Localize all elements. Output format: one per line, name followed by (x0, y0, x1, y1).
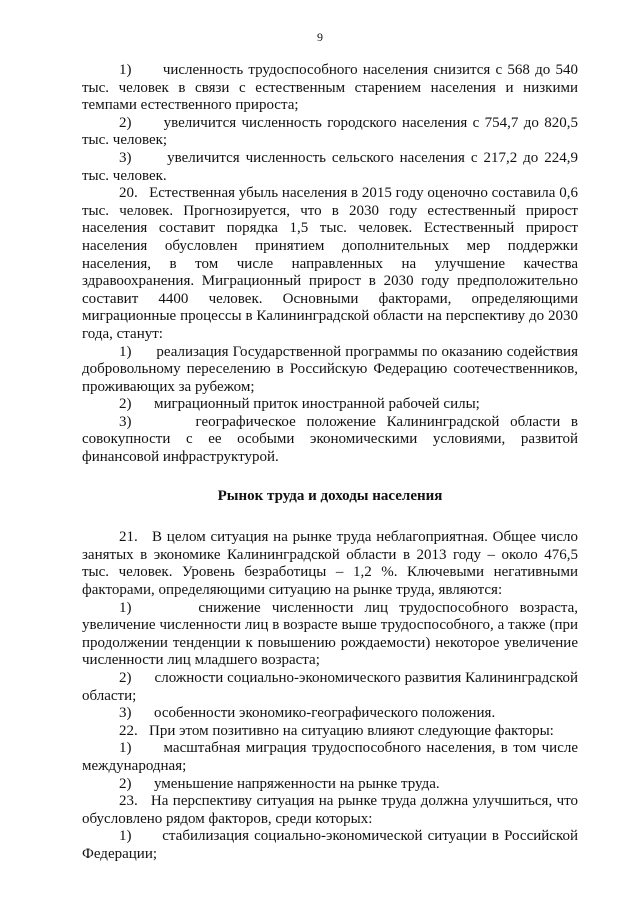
list-item-development-difficulties: 2) сложности социально-экономического развития Калининградской области; (82, 670, 578, 704)
list-item-migration: 1) масштабная миграция трудоспособного населения, в том числе международная; (82, 740, 578, 774)
list-item-state-program: 1) реализация Государственной программы по оказанию содействия добровольному переселению в Российскую Федерацию соотечественников, проживающих за рубежом; (82, 343, 578, 395)
list-item-rural-population: 3) увеличится численность сельского населения с 217,2 до 224,9 тыс. человек. (82, 149, 578, 184)
list-item-urban-population: 2) увеличится численность городского населения с 754,7 до 820,5 тыс. человек; (82, 114, 578, 149)
paragraph-23: 23. На перспективу ситуация на рынке труда должна улучшиться, что обусловлено рядом факторов, среди которых: (82, 793, 578, 827)
page-number: 9 (317, 30, 323, 44)
list-item-geo-features: 3) особенности экономико-географического положения. (119, 705, 496, 722)
section-heading: Рынок труда и доходы населения (217, 487, 443, 504)
list-item-tension-reduction: 2) уменьшение напряженности на рынке труда. (119, 775, 440, 792)
list-item-working-age: 1) численность трудоспособного населения снизится с 568 до 540 тыс. человек в связи с естественным старением населения и низкими темпами естественного прироста; (82, 62, 578, 114)
paragraph-21: 21. В целом ситуация на рынке труда неблагоприятная. Общее число занятых в экономике Калининградской области в 2013 году – около 476,5 тыс. человек. Уровень безработицы – 1,2 %. Ключевыми негативными факторами, определяющими ситуацию на рынке труда, являются: (82, 529, 578, 599)
list-item-labor-migration: 2) миграционный приток иностранной рабочей силы; (119, 396, 480, 413)
paragraph-20: 20. Естественная убыль населения в 2015 году оценочно составила 0,6 тыс. человек. Прогнозируется, что в 2030 году естественный прирост населения составит порядка 1,5 тыс. человек. Естественный прирост населения обусловлен принятием дополнительных мер поддержки населения, в том числе направленных на улучшение качества здравоохранения. Миграционный прирост в 2030 году предположительно составит 4400 человек. Основными факторами, определяющими миграционные процессы в Калининградской области на перспективу до 2030 года, станут: (82, 185, 578, 342)
list-item-working-age-decline: 1) снижение численности лиц трудоспособного возраста, увеличение численности лиц в возрасте выше трудоспособного, а также (при продолжении тенденции к повышению рождаемости) некоторое увеличение численности лиц младшего возраста; (82, 599, 578, 669)
document-body (82, 62, 578, 864)
list-item-geographic-position: 3) географическое положение Калининградской области в совокупности с ее особыми экономическими условиями, развитой финансовой инфраструктурой. (82, 413, 578, 466)
paragraph-22: 22. При этом позитивно на ситуацию влияют следующие факторы: (119, 722, 554, 739)
list-item-stabilization: 1) стабилизация социально-экономической ситуации в Российской Федерации; (82, 828, 578, 862)
